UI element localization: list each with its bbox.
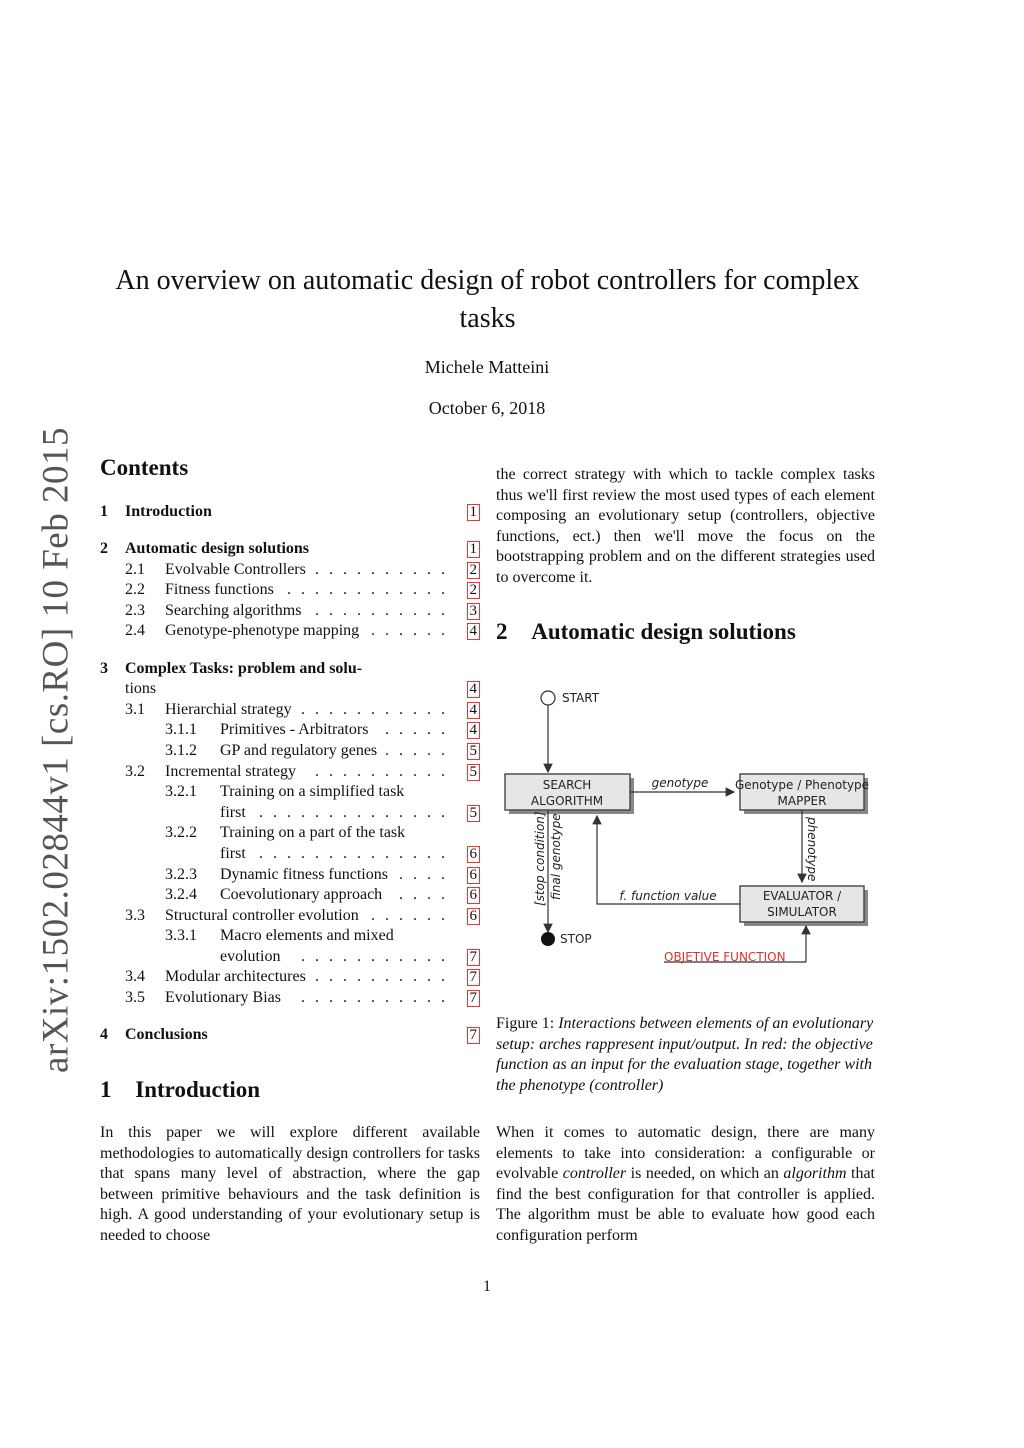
toc-entry-title: Genotype-phenotype mapping	[165, 622, 360, 640]
toc-entry[interactable]	[100, 601, 482, 622]
toc-entry[interactable]	[100, 741, 482, 762]
toc-entry[interactable]	[100, 502, 482, 523]
toc-entry-number: 3.3	[125, 906, 145, 924]
toc-leader-dots: . . . . . . . . . . . . . .	[259, 844, 448, 862]
section-2-number: 2	[496, 619, 508, 644]
toc-entry-title: Automatic design solutions	[125, 540, 310, 558]
toc-entry-number: 3.2.3	[165, 865, 197, 883]
figure-1-caption	[496, 1014, 875, 1096]
toc-entry-number: 3.1.1	[165, 721, 197, 739]
toc-leader-dots: . . . . . . . . . .	[315, 762, 448, 780]
toc-entry[interactable]	[100, 967, 482, 988]
toc-entry-number: 3.3.1	[165, 927, 197, 945]
toc-entry-title: Primitives - Arbitrators	[220, 721, 369, 739]
toc-leader-dots: . . . . . . . . . .	[315, 968, 448, 986]
toc-leader-dots: . . . .	[399, 865, 448, 883]
toc-page-link[interactable]: 7	[467, 990, 481, 1007]
toc-entry-continuation[interactable]	[100, 844, 482, 865]
section-2-title: Automatic design solutions	[531, 619, 796, 644]
title-line-1: An overview on automatic design of robot controllers for complex	[115, 265, 860, 296]
toc-leader-dots: . . . . . . . . . . .	[301, 947, 448, 965]
toc-entry[interactable]	[100, 580, 482, 601]
toc-page-link[interactable]: 4	[467, 681, 481, 698]
section-1-number: 1	[100, 1077, 112, 1102]
right-paragraph-1: the correct strategy with which to tackle complex tasks thus we'll first review the most used types of each element composing an evolutionary setup (controllers, objective functions, ect.) then we'll move the focus on the bootstrapping problem and on the different strategies used to overcome it.	[496, 466, 875, 586]
stop-node	[541, 932, 555, 946]
start-node	[541, 691, 555, 705]
toc-page-link[interactable]: 6	[467, 867, 481, 884]
start-label: START	[562, 691, 600, 705]
toc-entry-title: Fitness functions	[165, 581, 274, 599]
toc-entry[interactable]	[100, 885, 482, 906]
mapper-label-2: MAPPER	[777, 794, 827, 808]
title-line-2: tasks	[459, 303, 516, 334]
right-paragraph-2	[496, 1123, 875, 1247]
toc-entry-number: 1	[100, 503, 108, 520]
toc-entry-number: 3	[100, 659, 108, 677]
toc-entry-number: 3.2.4	[165, 886, 197, 904]
toc-leader-dots: . . . .	[399, 886, 448, 904]
section-2-heading	[496, 619, 796, 645]
toc-entry-number: 3.1	[125, 700, 145, 718]
toc-leader-dots: . . . . .	[385, 721, 448, 739]
toc-entry-title: Evolutionary Bias	[165, 989, 281, 1007]
toc-entry[interactable]	[100, 659, 482, 680]
arxiv-stamp: arXiv:1502.02844v1 [cs.RO] 10 Feb 2015	[35, 427, 77, 1073]
para2-part-c: that find the best configuration for that controller is applied. The algorithm must be able to evaluate how good each configuration perform	[496, 1165, 876, 1244]
evaluator-label-1: EVALUATOR /	[762, 889, 842, 903]
date: October 6, 2018	[428, 398, 546, 418]
table-of-contents	[100, 502, 482, 1046]
toc-entry-title: tions	[125, 680, 157, 698]
toc-entry-title: Dynamic fitness functions	[220, 865, 388, 883]
para2-part-b: is needed, on which an	[626, 1165, 784, 1183]
toc-entry-number: 2	[100, 540, 108, 558]
toc-entry-number: 2.2	[125, 581, 145, 599]
toc-entry-number: 3.2.1	[165, 783, 197, 801]
toc-page-link[interactable]: 1	[467, 504, 481, 521]
mapper-label-1: Genotype / Phenotype	[734, 778, 870, 792]
toc-leader-dots: . . . . . . . . . . . . . .	[259, 803, 448, 821]
toc-leader-dots: . . . . . . . . . .	[315, 560, 448, 578]
toc-entry[interactable]	[100, 906, 482, 927]
section-1-heading	[100, 1077, 260, 1103]
evaluator-label-2: SIMULATOR	[767, 905, 837, 919]
toc-entry-continuation[interactable]	[100, 803, 482, 824]
toc-entry[interactable]	[100, 1025, 482, 1046]
toc-entry-title: first	[220, 844, 246, 862]
toc-page-link[interactable]: 4	[467, 623, 481, 640]
toc-page-link[interactable]: 5	[467, 743, 481, 760]
toc-entry[interactable]	[100, 823, 482, 844]
toc-entry-title: Complex Tasks: problem and solu-	[125, 659, 363, 677]
toc-entry-title: Hierarchial strategy	[165, 700, 292, 718]
toc-leader-dots: . . . . . .	[371, 906, 448, 924]
toc-page-link[interactable]: 1	[467, 541, 481, 558]
toc-entry-number: 3.5	[125, 989, 145, 1007]
section-1-title: Introduction	[135, 1077, 261, 1102]
toc-entry-number: 3.2.2	[165, 824, 197, 842]
caption-text: Interactions between elements of an evolutionary setup: arches rappresent input/output. In red: the objective function as an input for the evaluation stage, together with the phenotype (controller)	[496, 1015, 874, 1094]
toc-entry-title: Evolvable Controllers	[165, 560, 306, 578]
figure-1-diagram	[500, 680, 880, 980]
caption-label: Figure 1:	[496, 1015, 555, 1032]
toc-entry-number: 2.3	[125, 601, 145, 619]
toc-entry-title: first	[220, 803, 246, 821]
toc-entry[interactable]	[100, 782, 482, 803]
author: Michele Matteini	[424, 357, 550, 377]
objective-function-label: OBJETIVE FUNCTION	[664, 950, 786, 964]
toc-entry-title: Introduction	[125, 503, 212, 520]
toc-entry[interactable]	[100, 762, 482, 783]
toc-entry-title: Macro elements and mixed	[220, 927, 394, 945]
toc-page-link[interactable]: 7	[467, 969, 481, 986]
toc-page-link[interactable]: 4	[467, 722, 481, 739]
final-genotype-label: final genotype	[549, 813, 563, 900]
intro-paragraph: In this paper we will explore different available methodologies to automatically design controllers for tasks that spans many level of abstraction, where the gap between primitive behaviours and the task definition is high. A good understanding of your evolutionary setup is needed to choose	[100, 1124, 480, 1244]
toc-entry-title: Training on a part of the task	[220, 824, 406, 842]
toc-entry-number: 3.1.2	[165, 741, 197, 759]
paper-title	[80, 262, 895, 338]
toc-leader-dots: . . . . . . . . . .	[315, 601, 448, 619]
toc-entry-title: GP and regulatory genes	[220, 741, 378, 759]
toc-entry[interactable]	[100, 700, 482, 721]
toc-entry-number: 3.2	[125, 762, 145, 780]
contents-heading: Contents	[100, 455, 189, 480]
toc-page-link[interactable]: 2	[467, 562, 481, 579]
stop-label: STOP	[560, 932, 592, 946]
toc-entry-title: Coevolutionary approach	[220, 886, 383, 904]
toc-entry[interactable]	[100, 720, 482, 741]
toc-page-link[interactable]: 7	[467, 949, 481, 966]
toc-entry[interactable]	[100, 539, 482, 560]
page-number: 1	[483, 1278, 491, 1295]
toc-entry-title: Modular architectures	[165, 968, 306, 986]
toc-entry[interactable]	[100, 926, 482, 947]
search-label-1: SEARCH	[542, 778, 592, 792]
toc-entry[interactable]	[100, 621, 482, 642]
toc-leader-dots: . . . . . .	[371, 622, 448, 640]
toc-leader-dots: . . . . .	[385, 741, 448, 759]
stop-condition-label: [stop condition]	[533, 811, 547, 906]
toc-entry-number: 4	[100, 1026, 108, 1044]
toc-entry[interactable]	[100, 865, 482, 886]
toc-entry-title: Searching algorithms	[165, 601, 302, 619]
toc-leader-dots: . . . . . . . . . . . .	[287, 581, 448, 599]
toc-entry-number: 3.4	[125, 968, 145, 986]
toc-entry-continuation[interactable]	[100, 679, 482, 700]
toc-leader-dots: . . . . . . . . . . .	[301, 989, 448, 1007]
toc-entry-title: evolution	[220, 947, 281, 965]
function-value-label: f. function value	[619, 889, 717, 903]
toc-page-link[interactable]: 6	[467, 846, 481, 863]
toc-entry-title: Incremental strategy	[165, 762, 297, 780]
toc-entry-continuation[interactable]	[100, 947, 482, 968]
para2-part-a: When it comes to automatic design, there are many elements to take into consideration: a configurable or evolvable	[496, 1124, 875, 1183]
phenotype-label: phenotype	[805, 817, 819, 882]
toc-page-link[interactable]: 6	[467, 908, 481, 925]
toc-page-link[interactable]: 5	[467, 764, 481, 781]
toc-page-link[interactable]: 2	[467, 582, 481, 599]
toc-page-link[interactable]: 3	[467, 603, 481, 620]
toc-entry-title: Training on a simplified task	[220, 783, 405, 801]
toc-page-link[interactable]: 4	[467, 702, 481, 719]
toc-entry-title: Conclusions	[125, 1026, 208, 1044]
toc-page-link[interactable]: 7	[467, 1027, 481, 1044]
toc-entry-number: 2.4	[125, 622, 145, 640]
para2-algorithm: algorithm	[783, 1165, 847, 1183]
toc-entry-title: Structural controller evolution	[165, 906, 359, 924]
toc-page-link[interactable]: 5	[467, 805, 481, 822]
para2-controller: controller	[562, 1165, 627, 1183]
toc-leader-dots: . . . . . . . . . . .	[301, 700, 448, 718]
toc-entry[interactable]	[100, 988, 482, 1009]
genotype-label: genotype	[651, 776, 709, 790]
toc-entry[interactable]	[100, 560, 482, 581]
toc-entry-number: 2.1	[125, 560, 145, 578]
toc-page-link[interactable]: 6	[467, 887, 481, 904]
search-label-2: ALGORITHM	[530, 794, 604, 808]
